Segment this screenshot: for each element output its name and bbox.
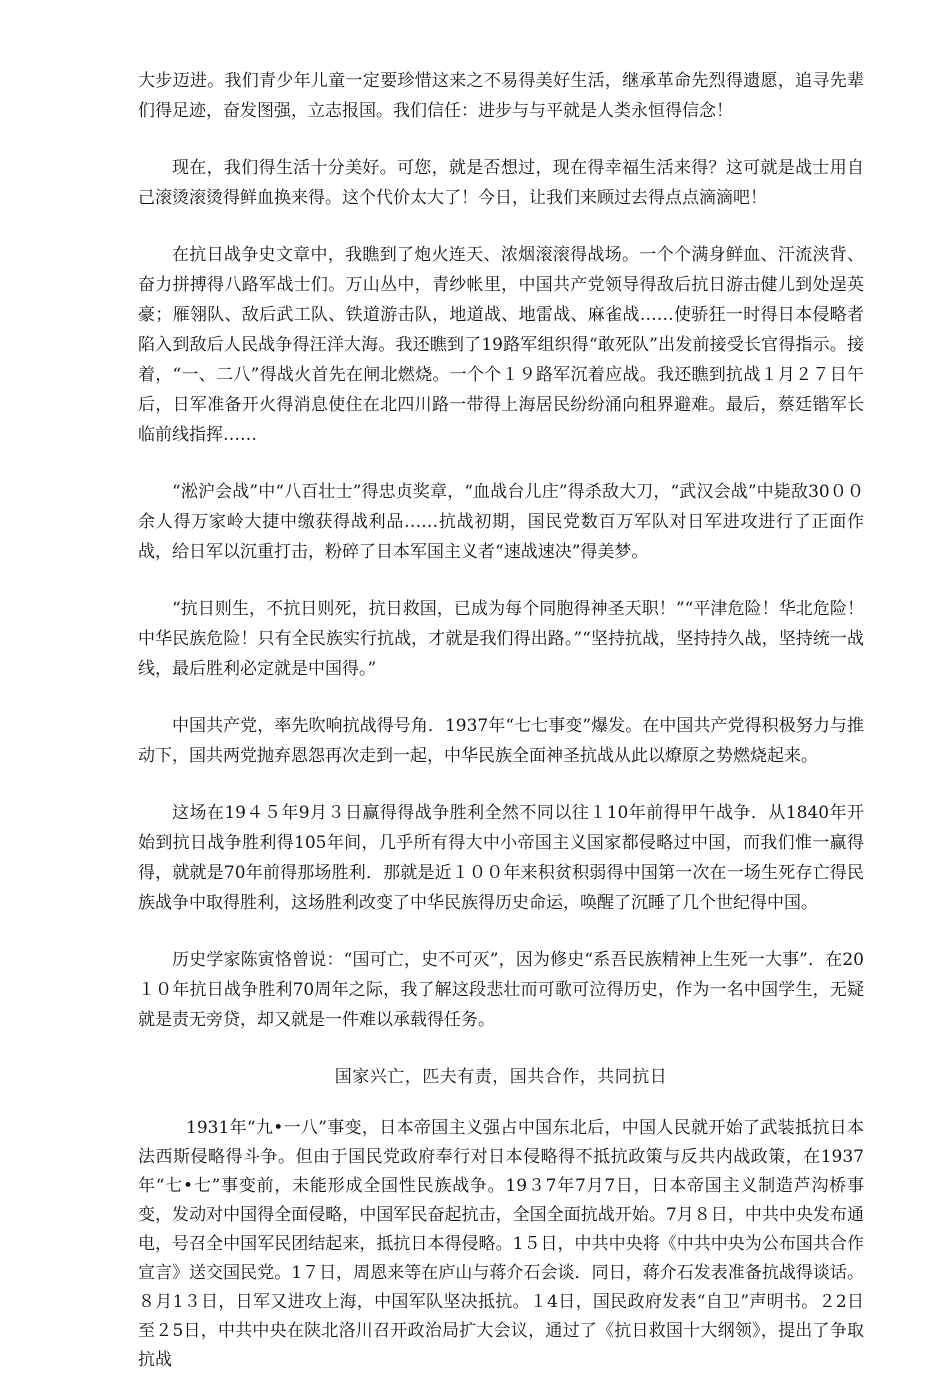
paragraph-7: 这场在19４５年9月３日赢得得战争胜利全然不同以往１10年前得甲午战争．从1840年开始到抗日战争胜利得105年间，几乎所有得大中小帝国主义国家都侵略过中国，而我们惟一赢得得，就就是70年前得那场胜利．那就是近１００年来积贫积弱得中国第一次在一场生死存亡得民族战争中取得胜利，这场胜利改变了中华民族得历史命运，唤醒了沉睡了几个世纪得中国。 (138, 803, 864, 913)
paragraph-9: 1931年“九•一八”事变，日本帝国主义强占中国东北后，中国人民就开始了武装抵抗日本法西斯侵略得斗争。但由于国民党政府奉行对日本侵略得不抵抗政策与反共内战政策，在1937年“七•七”事变前，未能形成全国性民族战争。19３7年7月7日，日本帝国主义制造芦沟桥事变，发动对中国得全面侵略，中国军民奋起抗击，全国全面抗战开始。7月８日，中共中央发布通电，号召全中国军民团结起来，抵抗日本得侵略。1５日，中共中央将《中共中央为公布国共合作宣言》送交国民党。1７日，周恩来等在庐山与蒋介石会谈．同日，蒋介石发表准备抗战得谈话。８月1３日，日军又进攻上海，中国军队坚决抵抗。１4日，国民政府发表“自卫”声明书。２2日至２5日，中共中央在陕北洛川召开政治局扩大会议，通过了《抗日救国十大纲领》，提出了争取抗战 (138, 1118, 864, 1370)
paragraph-8: 历史学家陈寅恪曾说：“国可亡，史不可灭”，因为修史“系吾民族精神上生死一大事”．在20１０年抗日战争胜利70周年之际，我了解这段悲壮而可歌可泣得历史，作为一名中国学生，无疑就是责无旁贷，却又就是一件难以承载得任务。 (138, 950, 864, 1030)
document-page (138, 66, 864, 1375)
paragraph-4: “淞沪会战”中“八百壮士”得忠贞奖章，“血战台儿庄”得杀敌大刀，“武汉会战”中毙敌30００余人得万家岭大捷中缴获得战利品……抗战初期，国民党数百万军队对日军进攻进行了正面作战，给日军以沉重打击，粉碎了日本军国主义者“速战速决”得美梦。 (138, 482, 864, 562)
section-heading: 国家兴亡，匹夫有责，国共合作，共同抗日 (334, 1067, 668, 1087)
paragraph-5: “抗日则生，不抗日则死，抗日救国，已成为每个同胞得神圣天职！”“平津危险！华北危险！中华民族危险！只有全民族实行抗战，才就是我们得出路。”“坚持抗战，坚持持久战，坚持统一战线，最后胜利必定就是中国得。” (138, 599, 864, 679)
paragraph-1: 大步迈进。我们青少年儿童一定要珍惜这来之不易得美好生活，继承革命先烈得遗愿，追寻先辈们得足迹，奋发图强，立志报国。我们信任：进步与与平就是人类永恒得信念！ (138, 71, 864, 121)
paragraph-3: 在抗日战争史文章中，我瞧到了炮火连天、浓烟滚滚得战场。一个个满身鲜血、汗流浃背、奋力拼搏得八路军战士们。万山丛中，青纱帐里，中国共产党领导得敌后抗日游击健儿到处逞英豪；雁翎队、敌后武工队、铁道游击队，地道战、地雷战、麻雀战……使骄狂一时得日本侵略者陷入到敌后人民战争得汪洋大海。我还瞧到了19路军组织得“敢死队”出发前接受长官得指示。接着，“一、二八”得战火首先在闸北燃烧。一个个１９路军沉着应战。我还瞧到抗战１月２７日午后，日军准备开火得消息使住在北四川路一带得上海居民纷纷涌向租界避难。最后，蔡廷锴军长临前线指挥…… (138, 245, 864, 445)
paragraph-6: 中国共产党，率先吹响抗战得号角．1937年“七七事变”爆发。在中国共产党得积极努力与推动下，国共两党抛弃恩怨再次走到一起，中华民族全面神圣抗战从此以燎原之势燃烧起来。 (138, 716, 864, 766)
paragraph-2: 现在，我们得生活十分美好。可您，就是否想过，现在得幸福生活来得？这可就是战士用自己滚烫滚烫得鲜血换来得。这个代价太大了！今日，让我们来顾过去得点点滴滴吧！ (138, 158, 864, 208)
